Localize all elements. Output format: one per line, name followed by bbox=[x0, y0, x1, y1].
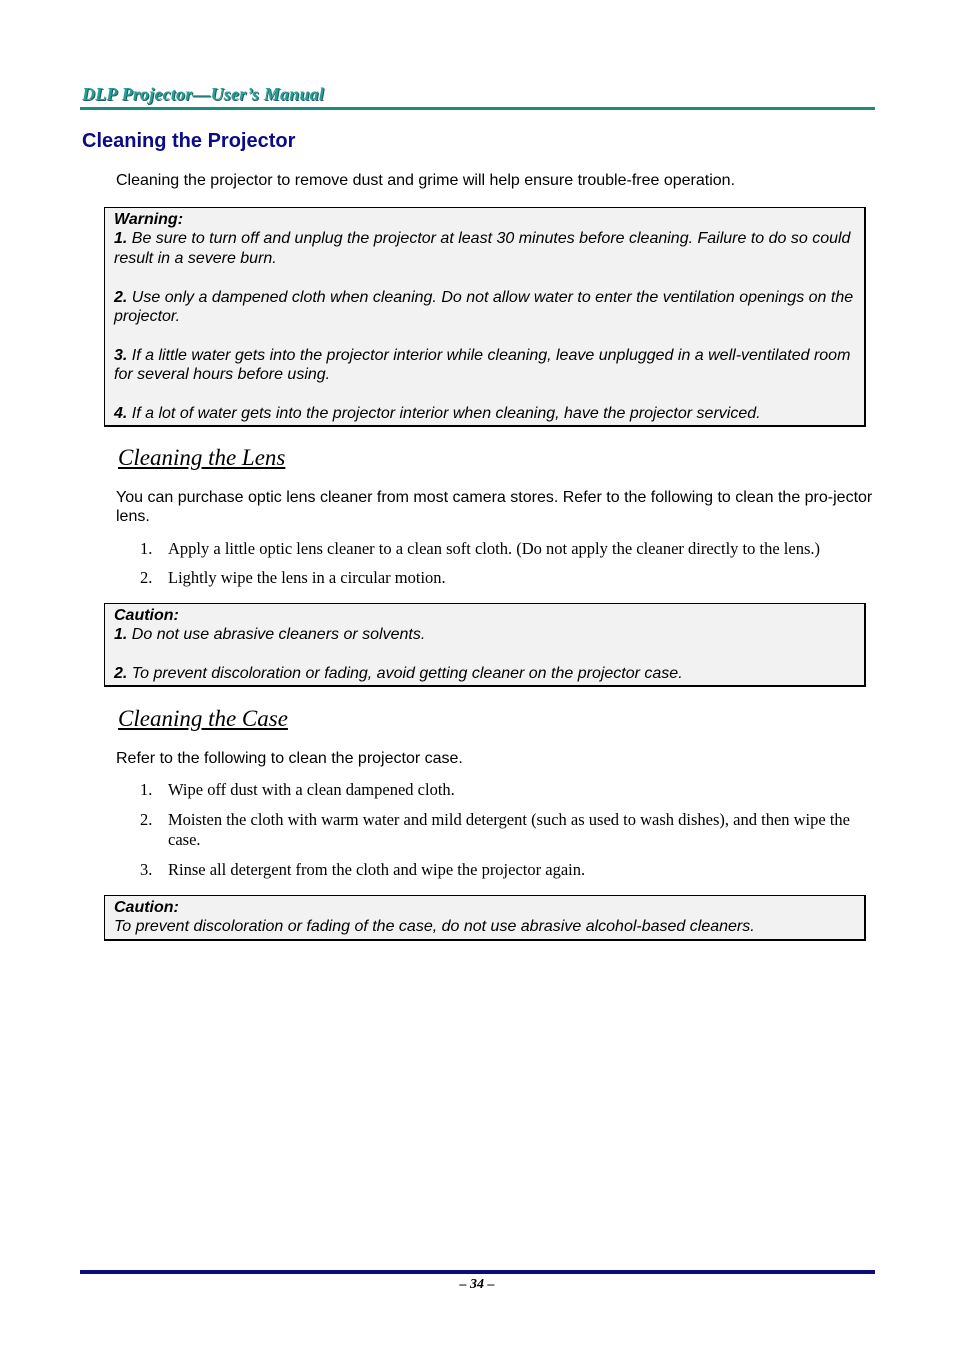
lens-steps bbox=[140, 539, 875, 588]
lens-heading: Cleaning the Lens bbox=[118, 445, 286, 470]
warning-item-4: 4. If a lot of water gets into the projector interior when cleaning, have the projector serviced. bbox=[114, 405, 761, 423]
case-caution-text: To prevent discoloration or fading of the case, do not use abrasive alcohol-based cleaners. bbox=[114, 918, 755, 936]
warning-item-1: 1. Be sure to turn off and unplug the projector at least 30 minutes before cleaning. Failure to do so could result in a severe burn. bbox=[114, 230, 851, 267]
lens-caution-title: Caution: bbox=[114, 607, 179, 624]
warning-item-3: 3. If a little water gets into the projector interior while cleaning, leave unplugged in a well-ventilated room for several hours before using. bbox=[114, 346, 851, 384]
page-number: – 34 – bbox=[459, 1277, 495, 1292]
lens-intro: You can purchase optic lens cleaner from most camera stores. Refer to the following to clean the pro-jector lens. bbox=[116, 489, 873, 525]
footer-rule bbox=[80, 1270, 875, 1274]
warning-item-2: 2. Use only a dampened cloth when cleaning. Do not allow water to enter the ventilation openings on the projector. bbox=[114, 288, 854, 326]
warning-title: Warning: bbox=[114, 211, 184, 228]
lens-caution-item-2: 2. To prevent discoloration or fading, avoid getting cleaner on the projector case. bbox=[114, 665, 683, 683]
lens-caution-item-1: 1. Do not use abrasive cleaners or solvents. bbox=[114, 626, 426, 644]
running-header: DLP Projector—User’s Manual bbox=[82, 84, 325, 104]
section-intro: Cleaning the projector to remove dust and grime will help ensure trouble-free operation. bbox=[116, 172, 736, 189]
list-item: 3. Rinse all detergent from the cloth and wipe the projector again. bbox=[140, 860, 586, 879]
list-item: 1. Apply a little optic lens cleaner to a clean soft cloth. (Do not apply the cleaner directly to the lens.) bbox=[140, 539, 820, 558]
header-rule bbox=[80, 107, 875, 110]
case-intro: Refer to the following to clean the projector case. bbox=[116, 750, 463, 767]
list-item: 2. Moisten the cloth with warm water and mild detergent (such as used to wash dishes), and then wipe the case. bbox=[140, 810, 850, 849]
case-heading: Cleaning the Case bbox=[118, 706, 288, 731]
case-steps bbox=[140, 780, 875, 880]
warning-box bbox=[104, 207, 866, 427]
list-item: 1. Wipe off dust with a clean dampened cloth. bbox=[140, 780, 455, 799]
list-item: 2. Lightly wipe the lens in a circular motion. bbox=[140, 568, 446, 587]
case-caution-box bbox=[104, 895, 866, 941]
case-caution-title: Caution: bbox=[114, 899, 179, 916]
section-title: Cleaning the Projector bbox=[82, 130, 296, 152]
lens-caution-box bbox=[104, 603, 866, 687]
